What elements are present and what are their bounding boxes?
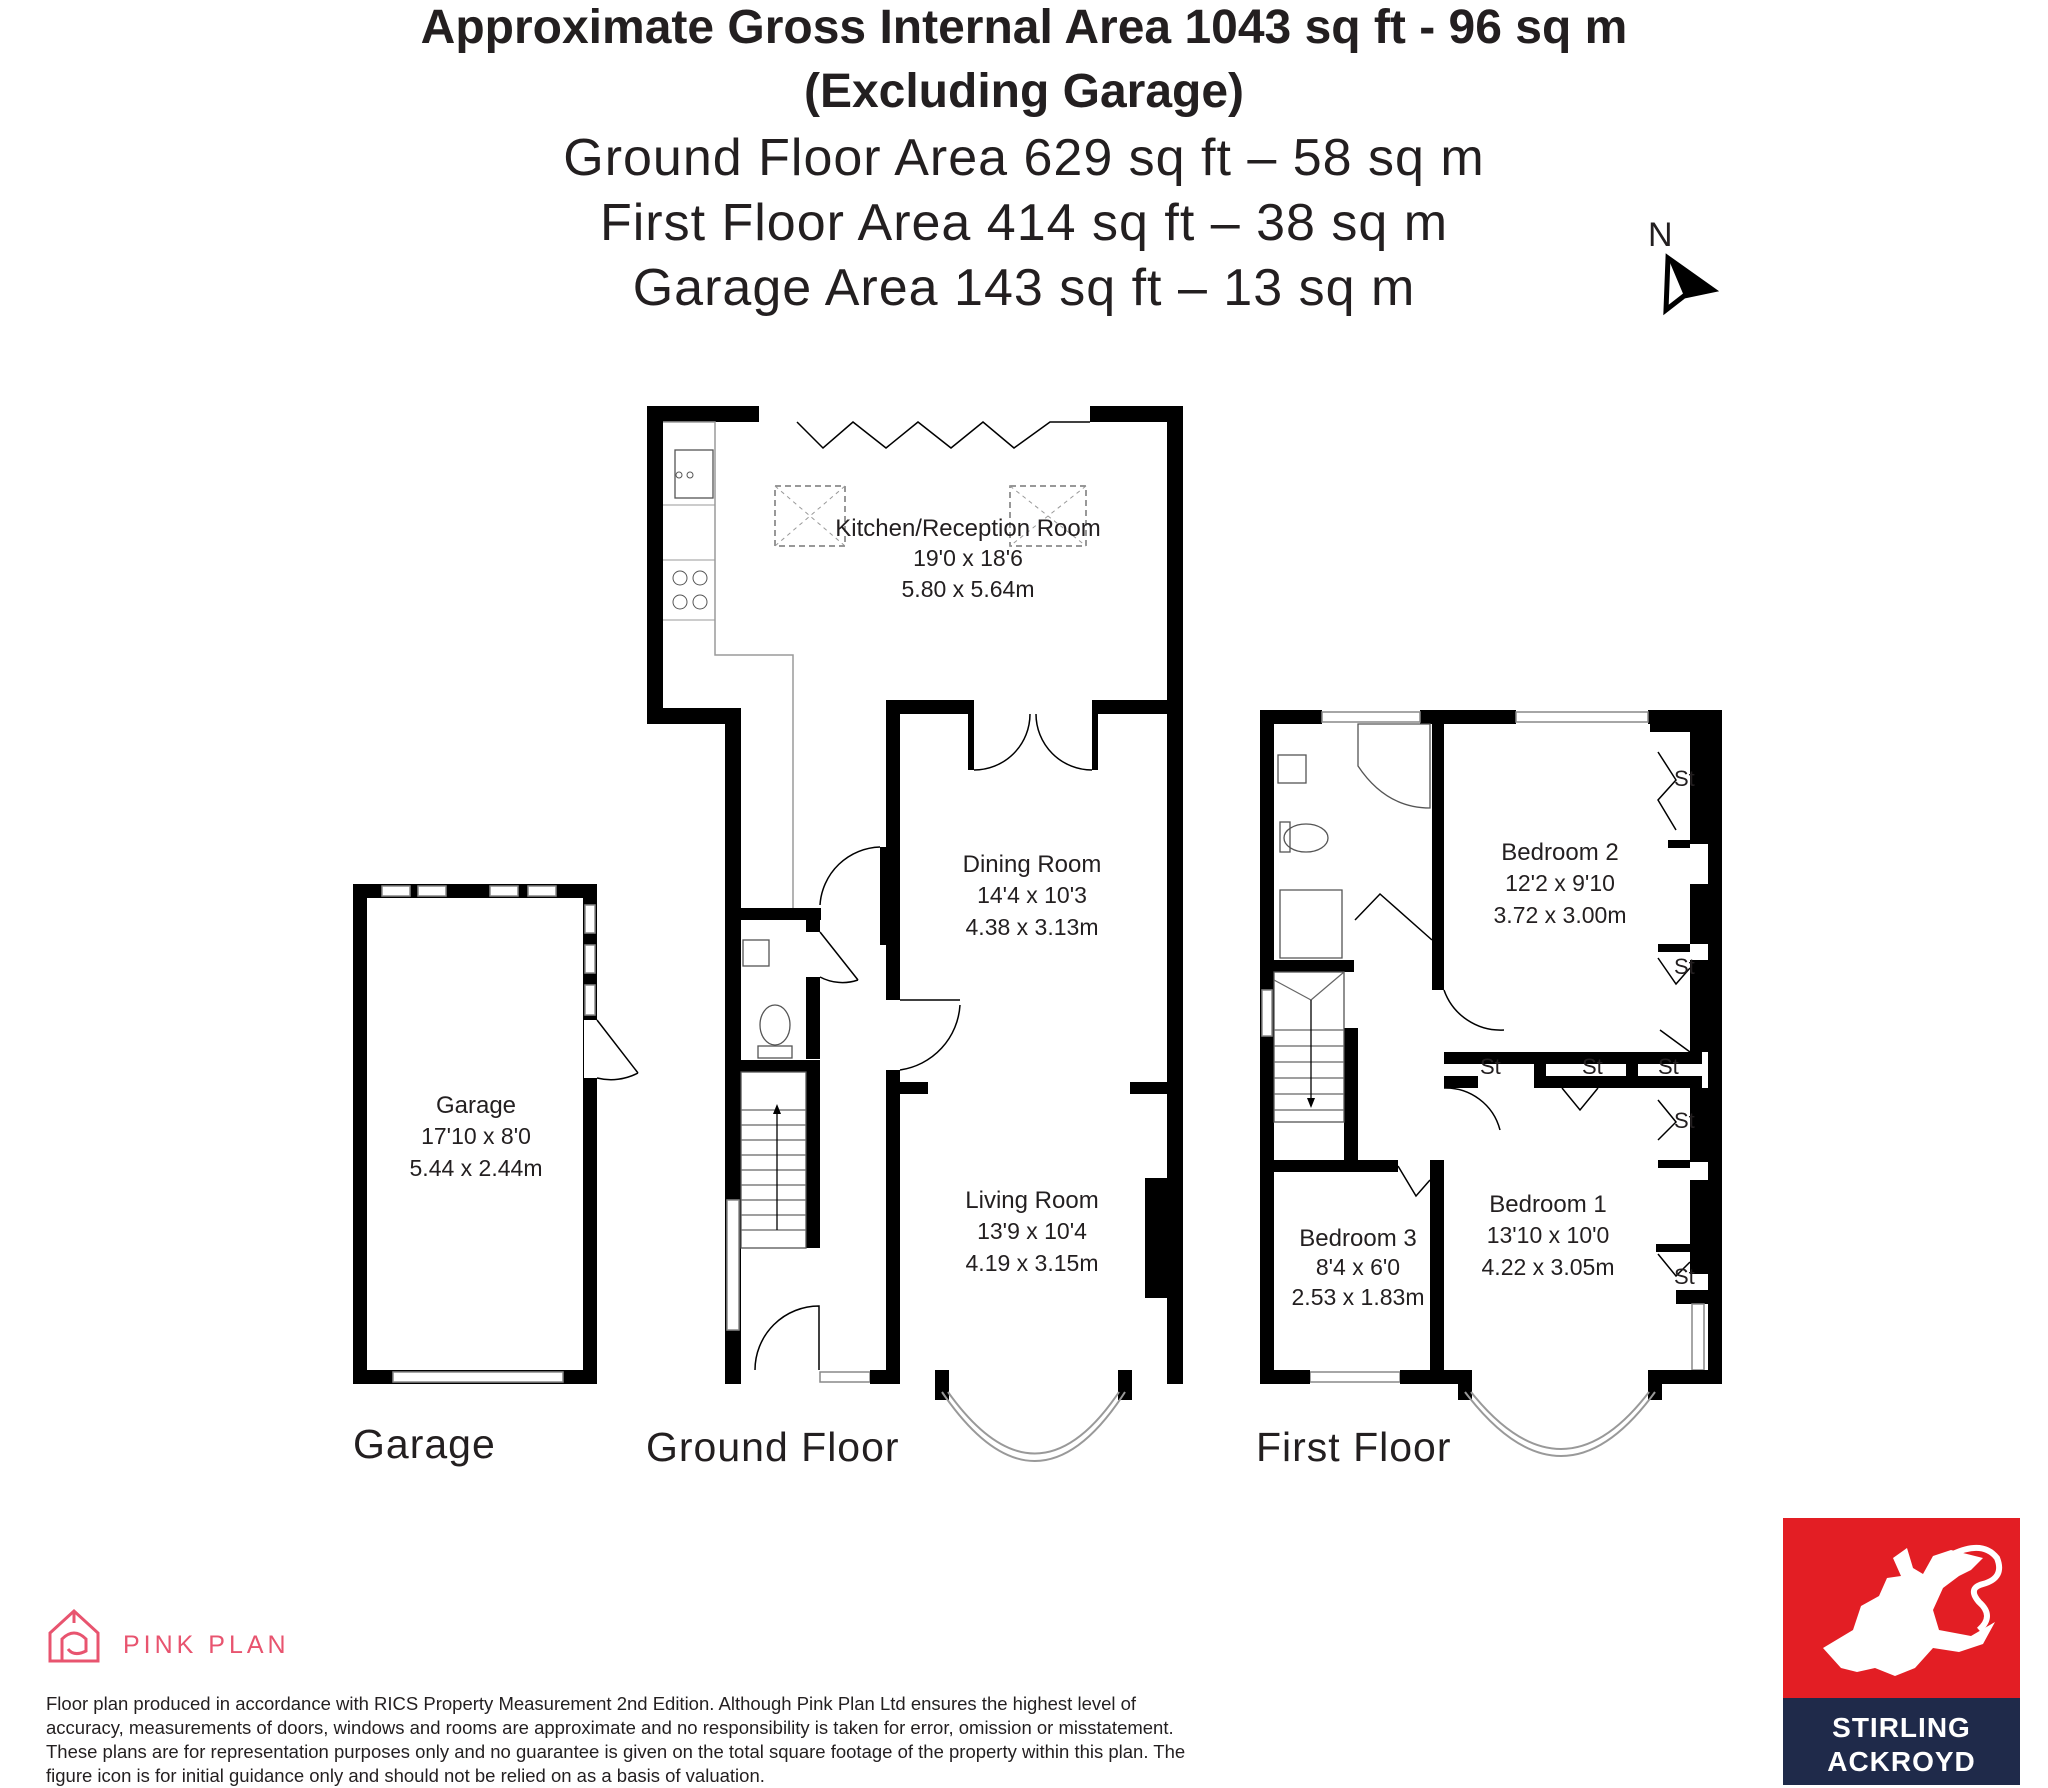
- room-size-metric: 5.80 x 5.64m: [901, 576, 1035, 602]
- room-label-kitchen: [835, 515, 1100, 602]
- logo-text-line2: ACKROYD: [1827, 1746, 1976, 1777]
- brand-name: PINK PLAN: [123, 1631, 290, 1659]
- room-label-garage: [410, 1092, 543, 1181]
- compass-label: N: [1648, 216, 1673, 254]
- room-size-metric: 3.72 x 3.00m: [1493, 902, 1627, 928]
- room-label-living: [965, 1187, 1098, 1276]
- storage-label: St: [1658, 1054, 1679, 1079]
- room-name: Kitchen/Reception Room: [835, 515, 1101, 542]
- room-label-bedroom3: [1292, 1225, 1425, 1310]
- logo-red-panel: [1783, 1518, 2020, 1698]
- floor-label-first: First Floor: [1256, 1424, 1452, 1470]
- room-size-imperial: 8'4 x 6'0: [1315, 1254, 1401, 1280]
- room-name: Bedroom 1: [1489, 1191, 1607, 1218]
- room-label-bedroom2: [1494, 839, 1627, 928]
- pink-plan-logo-icon: [46, 1605, 102, 1665]
- disclaimer-text: Floor plan produced in accordance with RICS Property Measurement 2nd Edition. Although Pink Plan Ltd ensures the highest level of accuracy, measurements of doors, windows and rooms are approximate and no responsibility is taken for error, omission or misstatement. These plans are for representation purposes only and no guarantee is given on the total square footage of the property within this plan. The figure icon is for initial guidance only and should not be relied on as a basis of valuation.: [46, 1693, 1186, 1786]
- griffin-icon: [1783, 1518, 2020, 1698]
- room-name: Dining Room: [962, 851, 1102, 878]
- room-size-imperial: 12'2 x 9'10: [1505, 870, 1615, 896]
- room-size-metric: 5.44 x 2.44m: [409, 1155, 543, 1181]
- room-size-imperial: 14'4 x 10'3: [977, 882, 1087, 908]
- room-label-dining: [963, 851, 1102, 940]
- ground-floor-area: Ground Floor Area 629 sq ft – 58 sq m: [563, 129, 1485, 187]
- room-name: Bedroom 3: [1299, 1225, 1417, 1252]
- garage-area: Garage Area 143 sq ft – 13 sq m: [632, 259, 1416, 317]
- floor-label-ground: Ground Floor: [646, 1424, 900, 1470]
- storage-label: St: [1582, 1054, 1603, 1079]
- room-label-bedroom1: [1482, 1191, 1615, 1280]
- room-size-metric: 4.22 x 3.05m: [1481, 1254, 1615, 1280]
- storage-label: St: [1674, 954, 1695, 979]
- room-name: Bedroom 2: [1501, 839, 1619, 866]
- logo-text-line1: STIRLING: [1832, 1712, 1971, 1743]
- first-floor-area: First Floor Area 414 sq ft – 38 sq m: [599, 194, 1449, 252]
- storage-label: St: [1480, 1054, 1501, 1079]
- storage-label: St: [1674, 1264, 1695, 1289]
- title-line-1: Approximate Gross Internal Area 1043 sq ft - 96 sq m: [420, 1, 1628, 54]
- storage-label: St: [1674, 1108, 1695, 1133]
- room-size-imperial: 19'0 x 18'6: [913, 545, 1023, 571]
- room-size-imperial: 17'10 x 8'0: [421, 1123, 531, 1149]
- room-size-metric: 4.38 x 3.13m: [965, 914, 1099, 940]
- floor-label-garage: Garage: [353, 1421, 496, 1467]
- title-line-2: (Excluding Garage): [803, 65, 1245, 118]
- room-name: Living Room: [965, 1187, 1099, 1214]
- first-floor-plan: [1260, 710, 1722, 1456]
- north-arrow-icon: [1648, 216, 1713, 310]
- room-size-metric: 2.53 x 1.83m: [1291, 1284, 1425, 1310]
- room-size-imperial: 13'9 x 10'4: [977, 1218, 1087, 1244]
- room-size-imperial: 13'10 x 10'0: [1486, 1222, 1610, 1248]
- room-size-metric: 4.19 x 3.15m: [965, 1250, 1099, 1276]
- stirling-ackroyd-logo: [1783, 1518, 2020, 1785]
- room-name: Garage: [435, 1092, 517, 1119]
- storage-label: St: [1674, 766, 1695, 791]
